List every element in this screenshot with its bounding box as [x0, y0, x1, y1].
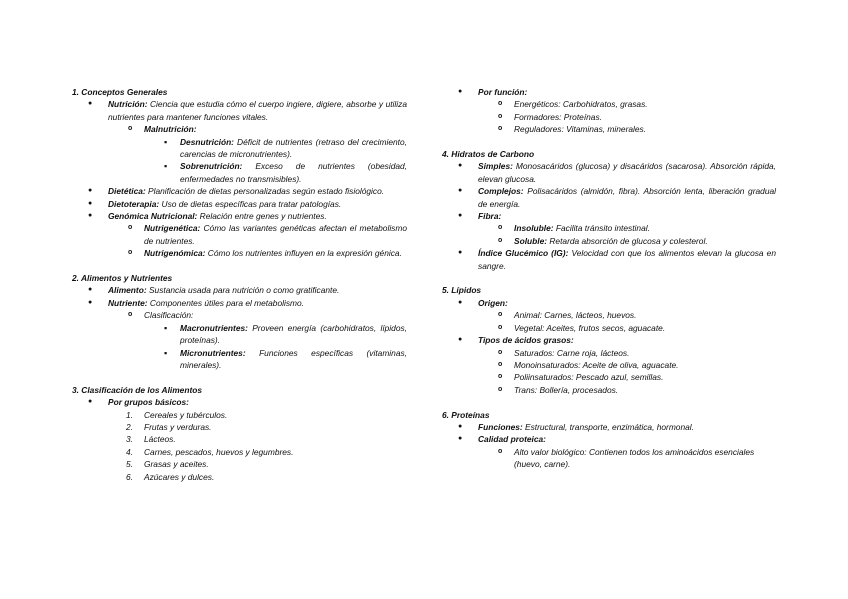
list-number: 6. [126, 471, 133, 482]
definition: Proveen energía (carbohidratos, lípidos, proteínas). [180, 322, 407, 346]
list-item-simples [442, 160, 776, 185]
section-por-funcion [442, 86, 776, 136]
term: Dietética: [108, 186, 146, 197]
section-alimentos-nutrientes [72, 272, 407, 371]
list-text: Azúcares y dulces. [144, 471, 215, 482]
list-item [72, 409, 407, 421]
list-item-sobrenutricion [72, 160, 407, 185]
bullet-list [72, 123, 407, 135]
bullet-list [442, 446, 776, 471]
term: Genómica Nutricional: [108, 211, 198, 222]
bullet-list [72, 222, 407, 259]
list-item-dietoterapia [72, 198, 407, 210]
list-item: o Trans: Bollería, procesados. [442, 384, 776, 396]
list-item: o Alto valor biológico: Contienen todos los aminoácidos esenciales (huevo, carne). [442, 446, 776, 471]
bullet-list [442, 309, 776, 334]
bullet-list [72, 284, 407, 309]
section-title: 6. Proteínas [442, 409, 490, 420]
list-item: o Poliinsaturados: Pescado azul, semillas. [442, 371, 776, 383]
bullet-list [72, 309, 407, 321]
list-number: 4. [126, 446, 133, 457]
term: Por función: [478, 87, 528, 97]
list-item-alimento [72, 284, 407, 296]
bullet-list [72, 136, 407, 186]
list-item: o Vegetal: Aceites, frutos secos, aguacate. [442, 322, 776, 334]
bullet-list [442, 247, 776, 272]
list-item: o Energéticos: Carbohidratos, grasas. [442, 98, 776, 110]
term: Sobrenutrición: [180, 161, 243, 172]
list-item [72, 458, 407, 470]
definition: Sustancia usada para nutrición o como gratificante. [146, 285, 340, 296]
term: Nutriente: [108, 297, 148, 308]
list-item: o Monoinsaturados: Aceite de oliva, aguacate. [442, 359, 776, 371]
bullet-list [72, 396, 407, 408]
list-number: 3. [126, 434, 133, 445]
list-item-soluble [442, 235, 776, 247]
definition: Facilita tránsito intestinal. [553, 223, 650, 234]
list-item-origen [442, 297, 776, 309]
section-clasificacion-alimentos [72, 384, 407, 483]
list-item: o Reguladores: Vitaminas, minerales. [442, 123, 776, 135]
list-item-indice-glucemico [442, 247, 776, 272]
term: Por grupos básicos: [108, 397, 189, 408]
list-item-micronutrientes [72, 347, 407, 372]
term: Macronutrientes: [180, 322, 248, 333]
definition: Relación entre genes y nutrientes. [197, 211, 327, 222]
list-item [72, 446, 407, 458]
definition: Retarda absorción de glucosa y colesterol. [547, 235, 708, 246]
list-item: o Formadores: Proteínas. [442, 111, 776, 123]
term: Tipos de ácidos grasos: [478, 335, 574, 346]
section-title: 4. Hidratos de Carbono [442, 149, 535, 160]
definition: Uso de dietas específicas para tratar patologías. [159, 198, 342, 209]
list-item-por-funcion [442, 86, 776, 98]
term: Malnutrición: [144, 124, 197, 135]
definition: Velocidad con que los alimentos elevan la glucosa en sangre. [478, 248, 776, 271]
list-item-genomica [72, 210, 407, 222]
list-item-tipos-acidos-grasos [442, 334, 776, 346]
term: Funciones: [478, 421, 523, 432]
definition: Cómo los nutrientes influyen en la expresión génica. [205, 248, 402, 259]
bullet-list [72, 98, 407, 123]
list-item-nutricion [72, 98, 407, 123]
term: Desnutrición: [180, 136, 234, 147]
list-number: 5. [126, 459, 133, 470]
list-number: 1. [126, 409, 133, 420]
definition: Déficit de nutrientes (retraso del crecimiento, carencias de micronutrientes). [180, 136, 407, 160]
list-text: Cereales y tubérculos. [144, 409, 228, 420]
definition: Estructural, transporte, enzimática, hormonal. [522, 421, 694, 432]
term: Nutrición: [108, 99, 148, 110]
list-item-complejos [442, 185, 776, 210]
list-text: Grasas y aceites. [144, 459, 209, 470]
bullet-list [442, 160, 776, 222]
term: Índice Glucémico (IG): [478, 248, 569, 259]
list-item-desnutricion [72, 136, 407, 161]
list-text: Carnes, pescados, huevos y legumbres. [144, 446, 294, 457]
term: Complejos: [478, 186, 524, 197]
list-item-dietetica [72, 185, 407, 197]
definition: Componentes útiles para el metabolismo. [147, 297, 304, 308]
definition: Funciones específicas (vitaminas, minerales). [180, 347, 407, 370]
bullet-list [442, 86, 776, 98]
term: Fibra: [478, 211, 502, 222]
definition: Cómo las variantes genéticas afectan el metabolismo de nutrientes. [144, 223, 407, 246]
bullet-list [442, 222, 776, 247]
bullet-list [72, 185, 407, 222]
definition: Polisacáridos (almidón, fibra). Absorción lenta, liberación gradual de energía. [478, 186, 776, 209]
section-title: 2. Alimentos y Nutrientes [72, 273, 173, 284]
list-item-insoluble [442, 222, 776, 234]
list-item-malnutricion [72, 123, 407, 135]
list-item: o Animal: Carnes, lácteos, huevos. [442, 309, 776, 321]
section-proteinas [442, 409, 776, 471]
numbered-list [72, 409, 407, 483]
section-title: 3. Clasificación de los Alimentos [72, 384, 203, 395]
bullet-list [72, 322, 407, 372]
list-item-nutrigenetica [72, 222, 407, 247]
term: Nutrigenómica: [144, 248, 206, 259]
definition: Planificación de dietas personalizadas según estado fisiológico. [145, 186, 385, 197]
definition: Ciencia que estudia cómo el cuerpo ingiere, digiere, absorbe y utiliza nutrientes para mantener funciones vitales. [108, 99, 407, 122]
term: Origen: [478, 297, 508, 308]
list-item [72, 433, 407, 445]
list-item [72, 471, 407, 483]
bullet-list [442, 98, 776, 135]
term: Simples: [478, 161, 513, 172]
term: Soluble: [514, 235, 548, 246]
term: Calidad proteica: [478, 434, 546, 445]
bullet-list [442, 347, 776, 397]
definition: Exceso de nutrientes (obesidad, enfermedades no transmisibles). [180, 161, 407, 184]
list-item-funciones [442, 421, 776, 433]
list-item [72, 421, 407, 433]
term: Nutrigenética: [144, 223, 201, 234]
term: Alimento: [108, 285, 147, 296]
section-lipidos [442, 284, 776, 396]
right-column [442, 86, 776, 483]
section-title: 5. Lípidos [442, 285, 482, 296]
left-column [72, 86, 407, 495]
bullet-list [442, 297, 776, 309]
list-item-calidad-proteica [442, 433, 776, 445]
definition: Monosacáridos (glucosa) y disacáridos (sacarosa). Absorción rápida, elevan glucosa. [478, 161, 776, 184]
list-item-nutriente [72, 297, 407, 309]
bullet-list [442, 334, 776, 346]
bullet-list [442, 421, 776, 446]
section-hidratos-carbono [442, 148, 776, 272]
section-conceptos-generales [72, 86, 407, 260]
term: Insoluble: [514, 223, 554, 234]
list-text: Lácteos. [144, 434, 176, 445]
term: Dietoterapia: [108, 198, 160, 209]
list-item-fibra [442, 210, 776, 222]
list-item: o Saturados: Carne roja, lácteos. [442, 347, 776, 359]
term: Micronutrientes: [180, 347, 246, 358]
list-number: 2. [126, 421, 133, 432]
list-item-clasificacion: o Clasificación: [72, 309, 407, 321]
list-item-macronutrientes [72, 322, 407, 347]
list-item-nutrigenomica [72, 247, 407, 259]
list-text: Frutas y verduras. [144, 421, 212, 432]
list-item-grupos-basicos [72, 396, 407, 408]
section-title: 1. Conceptos Generales [72, 87, 168, 97]
